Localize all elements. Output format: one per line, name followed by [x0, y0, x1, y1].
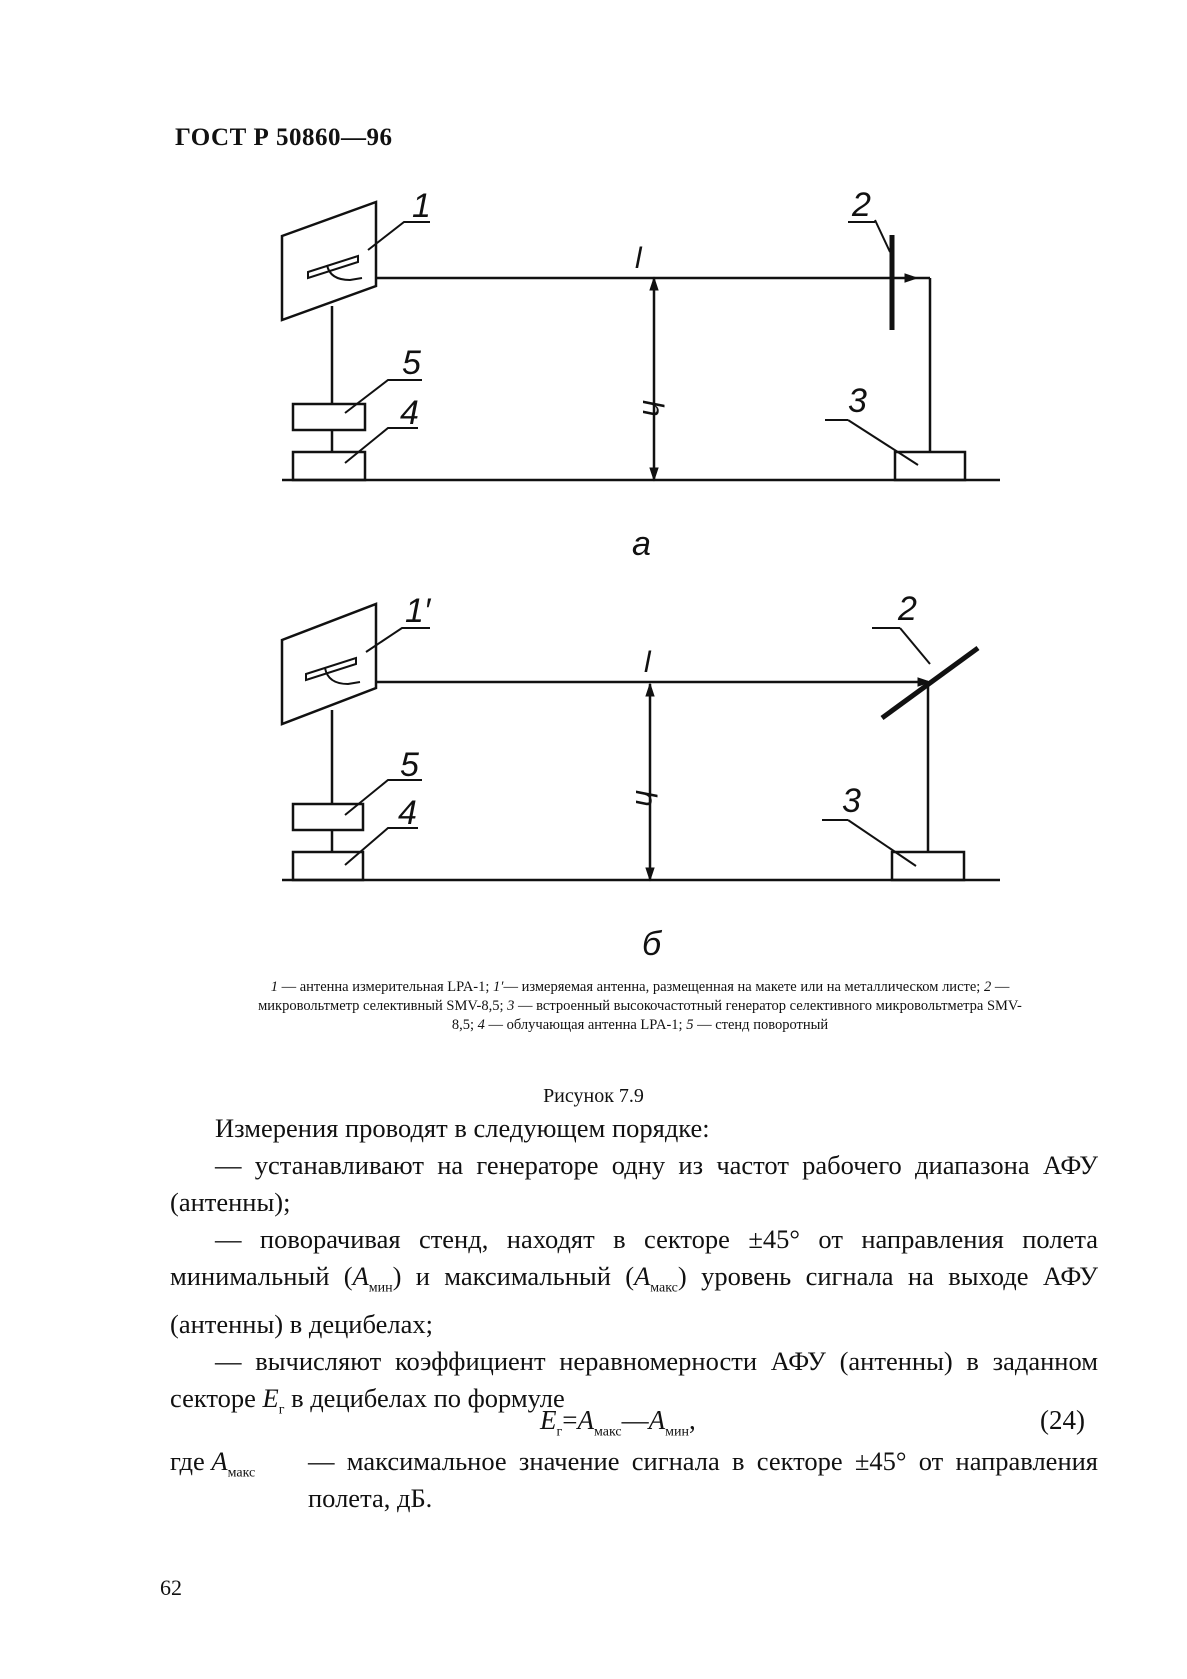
- step-2-text-b: ) и максимальный (: [392, 1261, 635, 1291]
- where-term: [170, 1443, 255, 1491]
- formula-equals: =: [562, 1405, 578, 1435]
- formula-a-max-sub: макс: [593, 1424, 622, 1440]
- formula-24: [540, 1405, 696, 1440]
- legend-text-3: — встроенный высокочастотный генератор селективного микровольтметра SMV-8,5;: [451, 998, 1022, 1033]
- callout-4-a: 4: [400, 394, 419, 432]
- where-prefix: где: [170, 1446, 212, 1476]
- feed-antenna-4-b: [293, 852, 363, 880]
- legend-num-4: 4: [477, 1017, 485, 1033]
- diagram-panel-b: [282, 590, 1000, 963]
- panel-label-b: б: [642, 925, 662, 963]
- document-header: ГОСТ Р 50860—96: [175, 124, 393, 151]
- formula-lhs-sub: г: [556, 1424, 563, 1440]
- formula-a-max: A: [577, 1405, 594, 1435]
- var-a-max: A: [634, 1261, 651, 1291]
- where-var: A: [211, 1446, 228, 1476]
- step-2-text-c: ) уровень сигнала на выходе АФУ (антенны) в децибелах;: [170, 1261, 1098, 1340]
- callout-1prime-b: 1′: [405, 592, 431, 630]
- formula-comma: ,: [688, 1405, 696, 1435]
- legend-text-1: — антенна измерительная LPA-1;: [277, 979, 494, 995]
- height-label-b: h: [629, 790, 662, 807]
- figure-caption: Рисунок 7.9: [543, 1085, 644, 1107]
- intro-paragraph: Измерения проводят в следующем порядке:: [215, 1113, 710, 1143]
- distance-label-b: l: [644, 646, 651, 679]
- height-label-a: h: [636, 400, 669, 417]
- step-2-text-a: — поворачивая стенд, находят в секторе ±45° от направления полета минимальный (: [170, 1224, 1098, 1291]
- where-definition: — максимальное значение сигнала в секторе ±45° от направления полета, дБ.: [308, 1446, 1098, 1513]
- body-text: [170, 1110, 1098, 1429]
- callout-5-a: 5: [402, 344, 421, 382]
- callout-3-b: 3: [842, 782, 861, 820]
- page-number: 62: [160, 1575, 182, 1600]
- sub-max: макс: [650, 1280, 678, 1296]
- where-sub: макс: [227, 1465, 256, 1481]
- figure-legend: [255, 978, 1025, 1035]
- legend-text-2: — микровольтметр селективный SMV-8,5;: [258, 979, 1010, 1014]
- legend-num-1: 1: [270, 979, 278, 995]
- step-1: — устанавливают на генераторе одну из частот рабочего диапазона АФУ (антенны);: [170, 1150, 1098, 1217]
- legend-num-1prime: 1′: [493, 979, 504, 995]
- step-3-text-b: в децибелах по формуле: [284, 1383, 565, 1414]
- legend-num-2: 2: [983, 979, 992, 995]
- legend-text-1prime: — измеряемая антенна, размещенная на макете или на металлическом листе;: [503, 979, 984, 995]
- legend-text-5: — стенд поворотный: [693, 1017, 829, 1033]
- var-e: E: [262, 1383, 279, 1414]
- var-a-min: A: [352, 1261, 369, 1291]
- panel-label-a: а: [632, 525, 651, 563]
- antenna-panel-1: [282, 202, 376, 320]
- formula-a-min: A: [648, 1405, 666, 1435]
- callout-3-a: 3: [848, 382, 867, 420]
- formula-minus: —: [621, 1405, 649, 1435]
- antenna-element-1prime: [306, 658, 356, 680]
- callout-4-b: 4: [398, 794, 417, 832]
- distance-label-a: l: [635, 242, 642, 275]
- step-2: [170, 1221, 1098, 1343]
- sub-g: г: [278, 1402, 285, 1418]
- callout-2-a: 2: [852, 186, 871, 224]
- legend-text-4: — облучающая антенна LPA-1;: [484, 1017, 687, 1033]
- diagram-panel-a: [282, 186, 1000, 563]
- turntable-5-a: [293, 404, 365, 430]
- legend-num-3: 3: [507, 998, 515, 1014]
- sub-min: мин: [368, 1280, 393, 1296]
- formula-number: (24): [1040, 1405, 1085, 1435]
- callout-1-a: 1: [412, 187, 431, 225]
- antenna-panel-1prime: [282, 604, 376, 724]
- legend-num-5: 5: [686, 1017, 694, 1033]
- formula-a-min-sub: мин: [665, 1424, 689, 1440]
- step-3-text-a: — вычисляют коэффициент неравномерности АФУ (антенны) в заданном секторе: [170, 1346, 1098, 1414]
- formula-lhs: E: [540, 1405, 557, 1435]
- callout-5-b: 5: [400, 746, 419, 784]
- callout-2-b: 2: [898, 590, 917, 628]
